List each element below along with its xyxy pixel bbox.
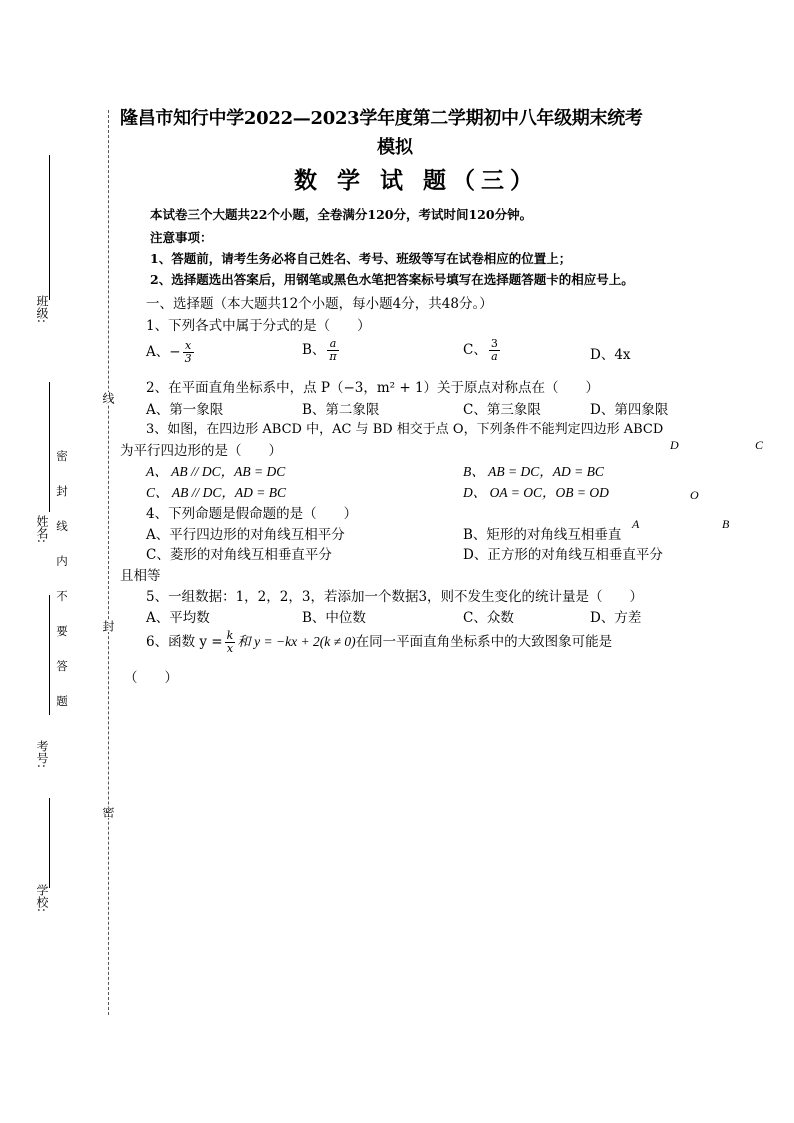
q3-option-c: C、 AB // DC，AD = BC xyxy=(146,485,286,500)
q6-prefix: 6、函数 y = xyxy=(146,634,223,650)
q5-option-d: D、方差 xyxy=(590,610,642,626)
q3-stem-cont: 为平行四边形的是（ ） xyxy=(120,443,282,459)
q1-a-label: A、− xyxy=(146,344,181,360)
notes-heading: 注意事项： xyxy=(150,230,213,245)
q2-option-b: B、第二象限 xyxy=(302,402,380,418)
exam-no-line xyxy=(49,595,50,715)
q6-suffix: 在同一平面直角坐标系中的大致图象可能是 xyxy=(355,634,613,650)
q1-c-num: 3 xyxy=(490,337,498,350)
q1-c-den: a xyxy=(491,350,498,363)
q3-stem: 3、如图，在四边形 ABCD 中，AC 与 BD 相交于点 O，下列条件不能判定四边形 ABCD xyxy=(146,422,664,437)
binding-dashed-line xyxy=(108,110,109,1015)
point-A-label: A xyxy=(632,517,640,531)
q2-option-a: A、第一象限 xyxy=(146,402,224,418)
q1-option-a xyxy=(146,340,196,365)
q4-option-d: D、正方形的对角线互相垂直平分 xyxy=(463,547,663,563)
q1-a-num: x xyxy=(183,340,194,353)
seal-warning-text: 密 封 线 内 不 要 答 题 xyxy=(55,450,69,713)
q1-a-fraction xyxy=(183,340,194,365)
q2-option-d: D、第四象限 xyxy=(590,402,669,418)
exam-no-label: 考号: xyxy=(35,740,49,769)
point-C-label: C xyxy=(755,438,764,452)
q1-b-label: B、 xyxy=(302,342,326,358)
point-B-label: B xyxy=(722,517,730,531)
notes-item-1: 1、答题前，请考生务必将自己姓名、考号、班级等写在试卷相应的位置上； xyxy=(150,251,572,266)
q3-option-a: A、 AB // DC，AB = DC xyxy=(146,464,286,479)
notes-item-2: 2、选择题选出答案后，用钢笔或黑色水笔把答案标号填写在选择题答题卡的相应号上。 xyxy=(150,272,634,287)
point-O-label: O xyxy=(690,488,699,502)
name-line xyxy=(49,382,50,512)
q4-option-a: A、平行四边形的对角线互相平分 xyxy=(146,527,345,543)
seal-char: 封 xyxy=(101,620,115,632)
q1-option-c xyxy=(463,338,502,363)
class-label: 班级: xyxy=(35,295,49,324)
q4-option-b: B、矩形的对角线互相垂直 xyxy=(463,527,622,543)
q2-option-c: C、第三象限 xyxy=(463,402,541,418)
q6-frac-den: x xyxy=(226,642,234,655)
line-char: 线 xyxy=(101,392,115,404)
q3-option-b: B、 AB = DC，AD = BC xyxy=(463,464,604,479)
q4-stem: 4、下列命题是假命题的是（ ） xyxy=(146,506,358,522)
exam-intro: 本试卷三个大题共22个小题，全卷满分120分，考试时间120分钟。 xyxy=(150,207,533,222)
q5-stem: 5、一组数据：1，2，2，3，若添加一个数据3，则不发生变化的统计量是（ ） xyxy=(146,589,644,605)
q4-option-d-cont: 且相等 xyxy=(120,568,161,584)
q1-option-b xyxy=(302,338,341,363)
class-line xyxy=(49,155,50,300)
q6-stem xyxy=(146,630,612,655)
q1-c-label: C、 xyxy=(463,342,487,358)
q1-b-fraction xyxy=(327,338,338,363)
q1-option-d: D、4x xyxy=(590,347,631,363)
q5-option-b: B、中位数 xyxy=(302,610,366,626)
school-label: 学校: xyxy=(35,884,49,913)
exam-title-line1: 隆昌市知行中学2022—2023学年度第二学期初中八年级期末统考 xyxy=(120,108,643,129)
q6-answer-blank: （ ） xyxy=(124,670,178,686)
exam-title-line2: 模拟 xyxy=(377,137,413,158)
q6-middle: 和 y = −kx + 2(k ≠ 0) xyxy=(237,634,356,649)
q6-fraction xyxy=(225,630,236,655)
point-D-label: D xyxy=(670,438,679,452)
q1-c-fraction xyxy=(489,338,500,363)
q1-stem: 1、下列各式中属于分式的是（ ） xyxy=(146,318,371,334)
q1-a-den: 3 xyxy=(184,352,192,365)
q4-option-c: C、菱形的对角线互相垂直平分 xyxy=(146,547,332,563)
mi-char: 密 xyxy=(101,806,115,818)
q3-option-d: D、 OA = OC，OB = OD xyxy=(463,485,609,500)
q1-b-den: π xyxy=(329,350,337,363)
q5-option-a: A、平均数 xyxy=(146,610,210,626)
section-heading: 一、选择题（本大题共12个小题，每小题4分，共48分。） xyxy=(146,296,493,312)
q6-frac-num: k xyxy=(226,629,234,642)
school-line xyxy=(49,798,50,888)
exam-subject-title: 数 学 试 题（三） xyxy=(294,167,540,194)
q2-stem: 2、在平面直角坐标系中，点 P（−3，m² + 1）关于原点对称点在（ ） xyxy=(146,380,600,396)
name-label: 姓名: xyxy=(35,515,49,544)
q5-option-c: C、众数 xyxy=(463,610,514,626)
q1-b-num: a xyxy=(327,338,338,351)
